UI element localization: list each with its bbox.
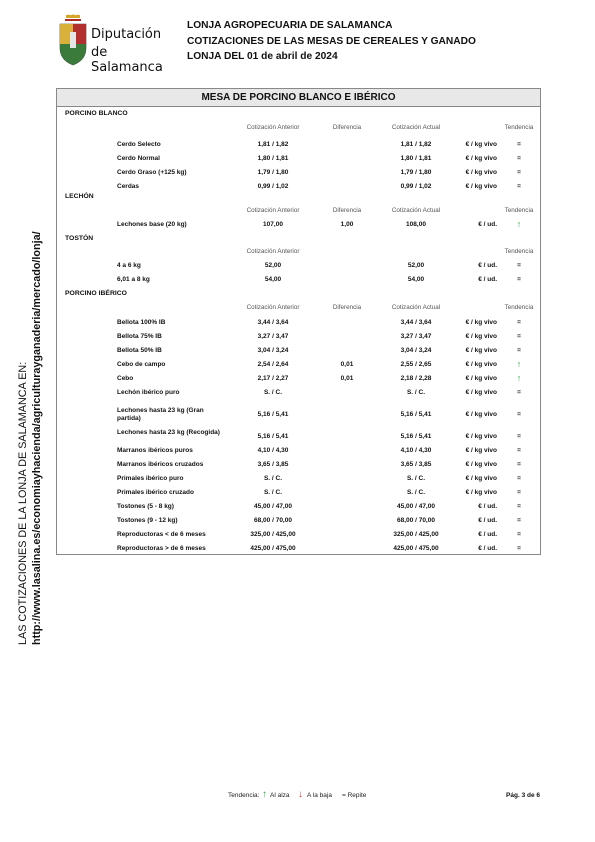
row-name: Primales ibérico puro	[117, 475, 184, 482]
tendencia: =	[517, 141, 521, 148]
tendencia: =	[517, 461, 521, 468]
cotizacion-anterior: 2,17 / 2,27	[257, 375, 289, 382]
legend-label: Tendencia:	[228, 792, 260, 799]
tendencia: =	[517, 489, 521, 496]
cotizacion-actual: 2,18 / 2,28	[400, 375, 432, 382]
unit: € / kg vivo	[465, 475, 497, 482]
cotizacion-anterior: 52,00	[264, 262, 282, 269]
row-name: Bellota 75% IB	[117, 333, 162, 340]
unit: € / kg vivo	[465, 361, 497, 368]
cotizacion-anterior: 4,10 / 4,30	[257, 447, 289, 454]
tendencia: =	[517, 262, 521, 269]
cotizacion-anterior: 107,00	[263, 221, 283, 228]
row-name: Tostones (9 - 12 kg)	[117, 517, 178, 524]
row-name: Cerdo Selecto	[117, 141, 161, 148]
col-header-diferencia: Diferencia	[332, 124, 362, 131]
row-name: Lechón ibérico puro	[117, 389, 180, 396]
row-name: Bellota 100% IB	[117, 319, 166, 326]
cotizacion-actual: 325,00 / 425,00	[393, 531, 439, 538]
diputacion-logo	[55, 14, 170, 75]
unit: € / ud.	[478, 545, 497, 552]
col-header-actual: Cotización Actual	[391, 304, 441, 311]
row-name: Marranos ibéricos cruzados	[117, 461, 204, 468]
cotizacion-actual: 5,16 / 5,41	[400, 433, 432, 440]
cotizacion-anterior: 5,16 / 5,41	[257, 433, 289, 440]
cotizacion-actual: 2,55 / 2,65	[400, 361, 432, 368]
cotizacion-actual: 3,27 / 3,47	[400, 333, 432, 340]
row-name: Cerdo Graso (+125 kg)	[117, 169, 187, 176]
cotizacion-anterior: 325,00 / 425,00	[250, 531, 296, 538]
cotizacion-anterior: S. / C.	[263, 475, 283, 482]
cotizacion-actual: 1,80 / 1,81	[400, 155, 432, 162]
col-header-anterior: Cotización Anterior	[246, 304, 300, 311]
cotizacion-anterior: 54,00	[264, 276, 282, 283]
col-header-diferencia: Diferencia	[332, 304, 362, 311]
tendencia: =	[517, 531, 521, 538]
unit: € / kg vivo	[465, 169, 497, 176]
unit: € / kg vivo	[465, 411, 497, 418]
cotizacion-actual: S. / C.	[406, 475, 426, 482]
row-name: Cerdo Normal	[117, 155, 160, 162]
cotizacion-anterior: 0,99 / 1,02	[257, 183, 289, 190]
tendencia: =	[517, 503, 521, 510]
cotizacion-anterior: 3,27 / 3,47	[257, 333, 289, 340]
col-header-anterior: Cotización Anterior	[246, 207, 300, 214]
cotizacion-anterior: 5,16 / 5,41	[257, 411, 289, 418]
cotizacion-actual: 52,00	[407, 262, 425, 269]
row-name: Cerdas	[117, 183, 140, 190]
section-porcino-iberico: PORCINO IBÉRICO	[65, 290, 127, 297]
unit: € / ud.	[478, 276, 497, 283]
cotizacion-actual: 54,00	[407, 276, 425, 283]
cotizacion-actual: 3,04 / 3,24	[400, 347, 432, 354]
header-date: LONJA DEL 01 de abril de 2024	[187, 51, 338, 62]
row-name: Primales ibérico cruzado	[117, 489, 194, 496]
tendencia: =	[517, 155, 521, 162]
unit: € / ud.	[478, 517, 497, 524]
row-name: Lechones hasta 23 kg (Gran partida)	[117, 407, 204, 422]
col-header-actual: Cotización Actual	[391, 124, 441, 131]
col-header-tendencia: Tendencia	[504, 124, 534, 131]
cotizacion-anterior: 45,00 / 47,00	[254, 503, 292, 510]
col-header-anterior: Cotización Anterior	[246, 124, 300, 131]
cotizacion-anterior: 3,65 / 3,85	[257, 461, 289, 468]
trend-up-icon: ↑	[516, 219, 522, 229]
cotizacion-actual: 108,00	[406, 221, 426, 228]
row-name: 6,01 a 8 kg	[117, 276, 150, 283]
tendencia: =	[517, 276, 521, 283]
arrow-down-icon: ↓	[298, 789, 303, 800]
section-toston: TOSTÓN	[65, 235, 94, 242]
row-name: Tostones (5 - 8 kg)	[117, 503, 174, 510]
side-note-caption: LAS COTIZACIONES DE LA LONJA DE SALAMANCA EN:	[17, 361, 29, 645]
cotizacion-actual: 425,00 / 475,00	[393, 545, 439, 552]
trend-up-icon: ↑	[516, 373, 522, 383]
cotizacion-anterior: 1,80 / 1,81	[257, 155, 289, 162]
cotizacion-actual: 1,79 / 1,80	[400, 169, 432, 176]
page-number: Pág. 3 de 6	[506, 792, 540, 799]
section-porcino-blanco: PORCINO BLANCO	[65, 110, 128, 117]
legend-up: Al alza	[270, 792, 290, 799]
unit: € / ud.	[478, 531, 497, 538]
unit: € / kg vivo	[465, 433, 497, 440]
arrow-up-icon: ↑	[262, 789, 267, 800]
cotizacion-actual: 4,10 / 4,30	[400, 447, 432, 454]
cotizacion-actual: 3,44 / 3,64	[400, 319, 432, 326]
tendencia: =	[517, 319, 521, 326]
logo-text-line2: de Salamanca	[91, 45, 163, 75]
cotizacion-actual: S. / C.	[406, 489, 426, 496]
unit: € / kg vivo	[465, 183, 497, 190]
cotizacion-actual: 45,00 / 47,00	[397, 503, 435, 510]
tendencia: =	[517, 433, 521, 440]
cotizacion-anterior: 425,00 / 475,00	[250, 545, 296, 552]
legend-repeat: = Repite	[342, 792, 367, 799]
side-note	[16, 175, 44, 645]
unit: € / kg vivo	[465, 319, 497, 326]
cotizacion-anterior: 2,54 / 2,64	[257, 361, 289, 368]
unit: € / kg vivo	[465, 489, 497, 496]
row-name: Reproductoras < de 6 meses	[117, 531, 206, 538]
row-name: Cebo de campo	[117, 361, 166, 368]
tendencia: =	[517, 183, 521, 190]
diferencia: 0,01	[340, 375, 354, 382]
unit: € / kg vivo	[465, 347, 497, 354]
cotizacion-actual: 0,99 / 1,02	[400, 183, 432, 190]
tendencia: =	[517, 517, 521, 524]
tendencia: =	[517, 333, 521, 340]
diferencia: 1,00	[340, 221, 354, 228]
tendencia: =	[517, 169, 521, 176]
col-header-diferencia: Diferencia	[332, 207, 362, 214]
row-name: Reproductoras > de 6 meses	[117, 545, 206, 552]
unit: € / kg vivo	[465, 389, 497, 396]
row-name: Lechones base (20 kg)	[117, 221, 187, 228]
unit: € / kg vivo	[465, 375, 497, 382]
legend-down: A la baja	[307, 792, 332, 799]
row-name: Cebo	[117, 375, 134, 382]
row-name: Marranos ibéricos puros	[117, 447, 193, 454]
col-header-tendencia: Tendencia	[504, 207, 534, 214]
cotizacion-actual: 68,00 / 70,00	[397, 517, 435, 524]
col-header-anterior: Cotización Anterior	[246, 248, 300, 255]
cotizacion-anterior: 3,44 / 3,64	[257, 319, 289, 326]
unit: € / kg vivo	[465, 141, 497, 148]
cotizacion-anterior: 3,04 / 3,24	[257, 347, 289, 354]
unit: € / kg vivo	[465, 461, 497, 468]
header-title: LONJA AGROPECUARIA DE SALAMANCA	[187, 20, 393, 31]
tendencia: =	[517, 411, 521, 418]
unit: € / ud.	[478, 221, 497, 228]
unit: € / ud.	[478, 262, 497, 269]
side-note-url[interactable]: http://www.lasalina.es/economiayhacienda/agriculturayganaderia/mercado/lonja/	[31, 231, 43, 645]
tendencia: =	[517, 545, 521, 552]
cotizacion-anterior: 1,79 / 1,80	[257, 169, 289, 176]
unit: € / ud.	[478, 503, 497, 510]
tendencia: =	[517, 347, 521, 354]
unit: € / kg vivo	[465, 447, 497, 454]
tendencia: =	[517, 389, 521, 396]
cotizacion-actual: 5,16 / 5,41	[400, 411, 432, 418]
row-name: Bellota 50% IB	[117, 347, 162, 354]
cotizacion-anterior: S. / C.	[263, 489, 283, 496]
logo-text-line1: Diputación	[91, 27, 162, 42]
col-header-tendencia: Tendencia	[504, 248, 534, 255]
cotizacion-anterior: 1,81 / 1,82	[257, 141, 289, 148]
header-subtitle: COTIZACIONES DE LAS MESAS DE CEREALES Y GANADO	[187, 36, 476, 47]
tendencia: =	[517, 447, 521, 454]
row-name: 4 a 6 kg	[117, 262, 141, 269]
cotizacion-anterior: 68,00 / 70,00	[254, 517, 292, 524]
col-header-tendencia: Tendencia	[504, 304, 534, 311]
cotizacion-actual: 3,65 / 3,85	[400, 461, 432, 468]
table-title: MESA DE PORCINO BLANCO E IBÉRICO	[57, 89, 540, 107]
cotizacion-actual: 1,81 / 1,82	[400, 141, 432, 148]
diferencia: 0,01	[340, 361, 354, 368]
row-name: Lechones hasta 23 kg (Recogida)	[117, 429, 220, 436]
crest-icon	[57, 14, 89, 66]
unit: € / kg vivo	[465, 155, 497, 162]
price-table-panel	[56, 88, 541, 555]
cotizacion-anterior: S. / C.	[263, 389, 283, 396]
col-header-actual: Cotización Actual	[391, 207, 441, 214]
section-lechon: LECHÓN	[65, 193, 94, 200]
unit: € / kg vivo	[465, 333, 497, 340]
trend-up-icon: ↑	[516, 359, 522, 369]
cotizacion-actual: S. / C.	[406, 389, 426, 396]
tendencia: =	[517, 475, 521, 482]
